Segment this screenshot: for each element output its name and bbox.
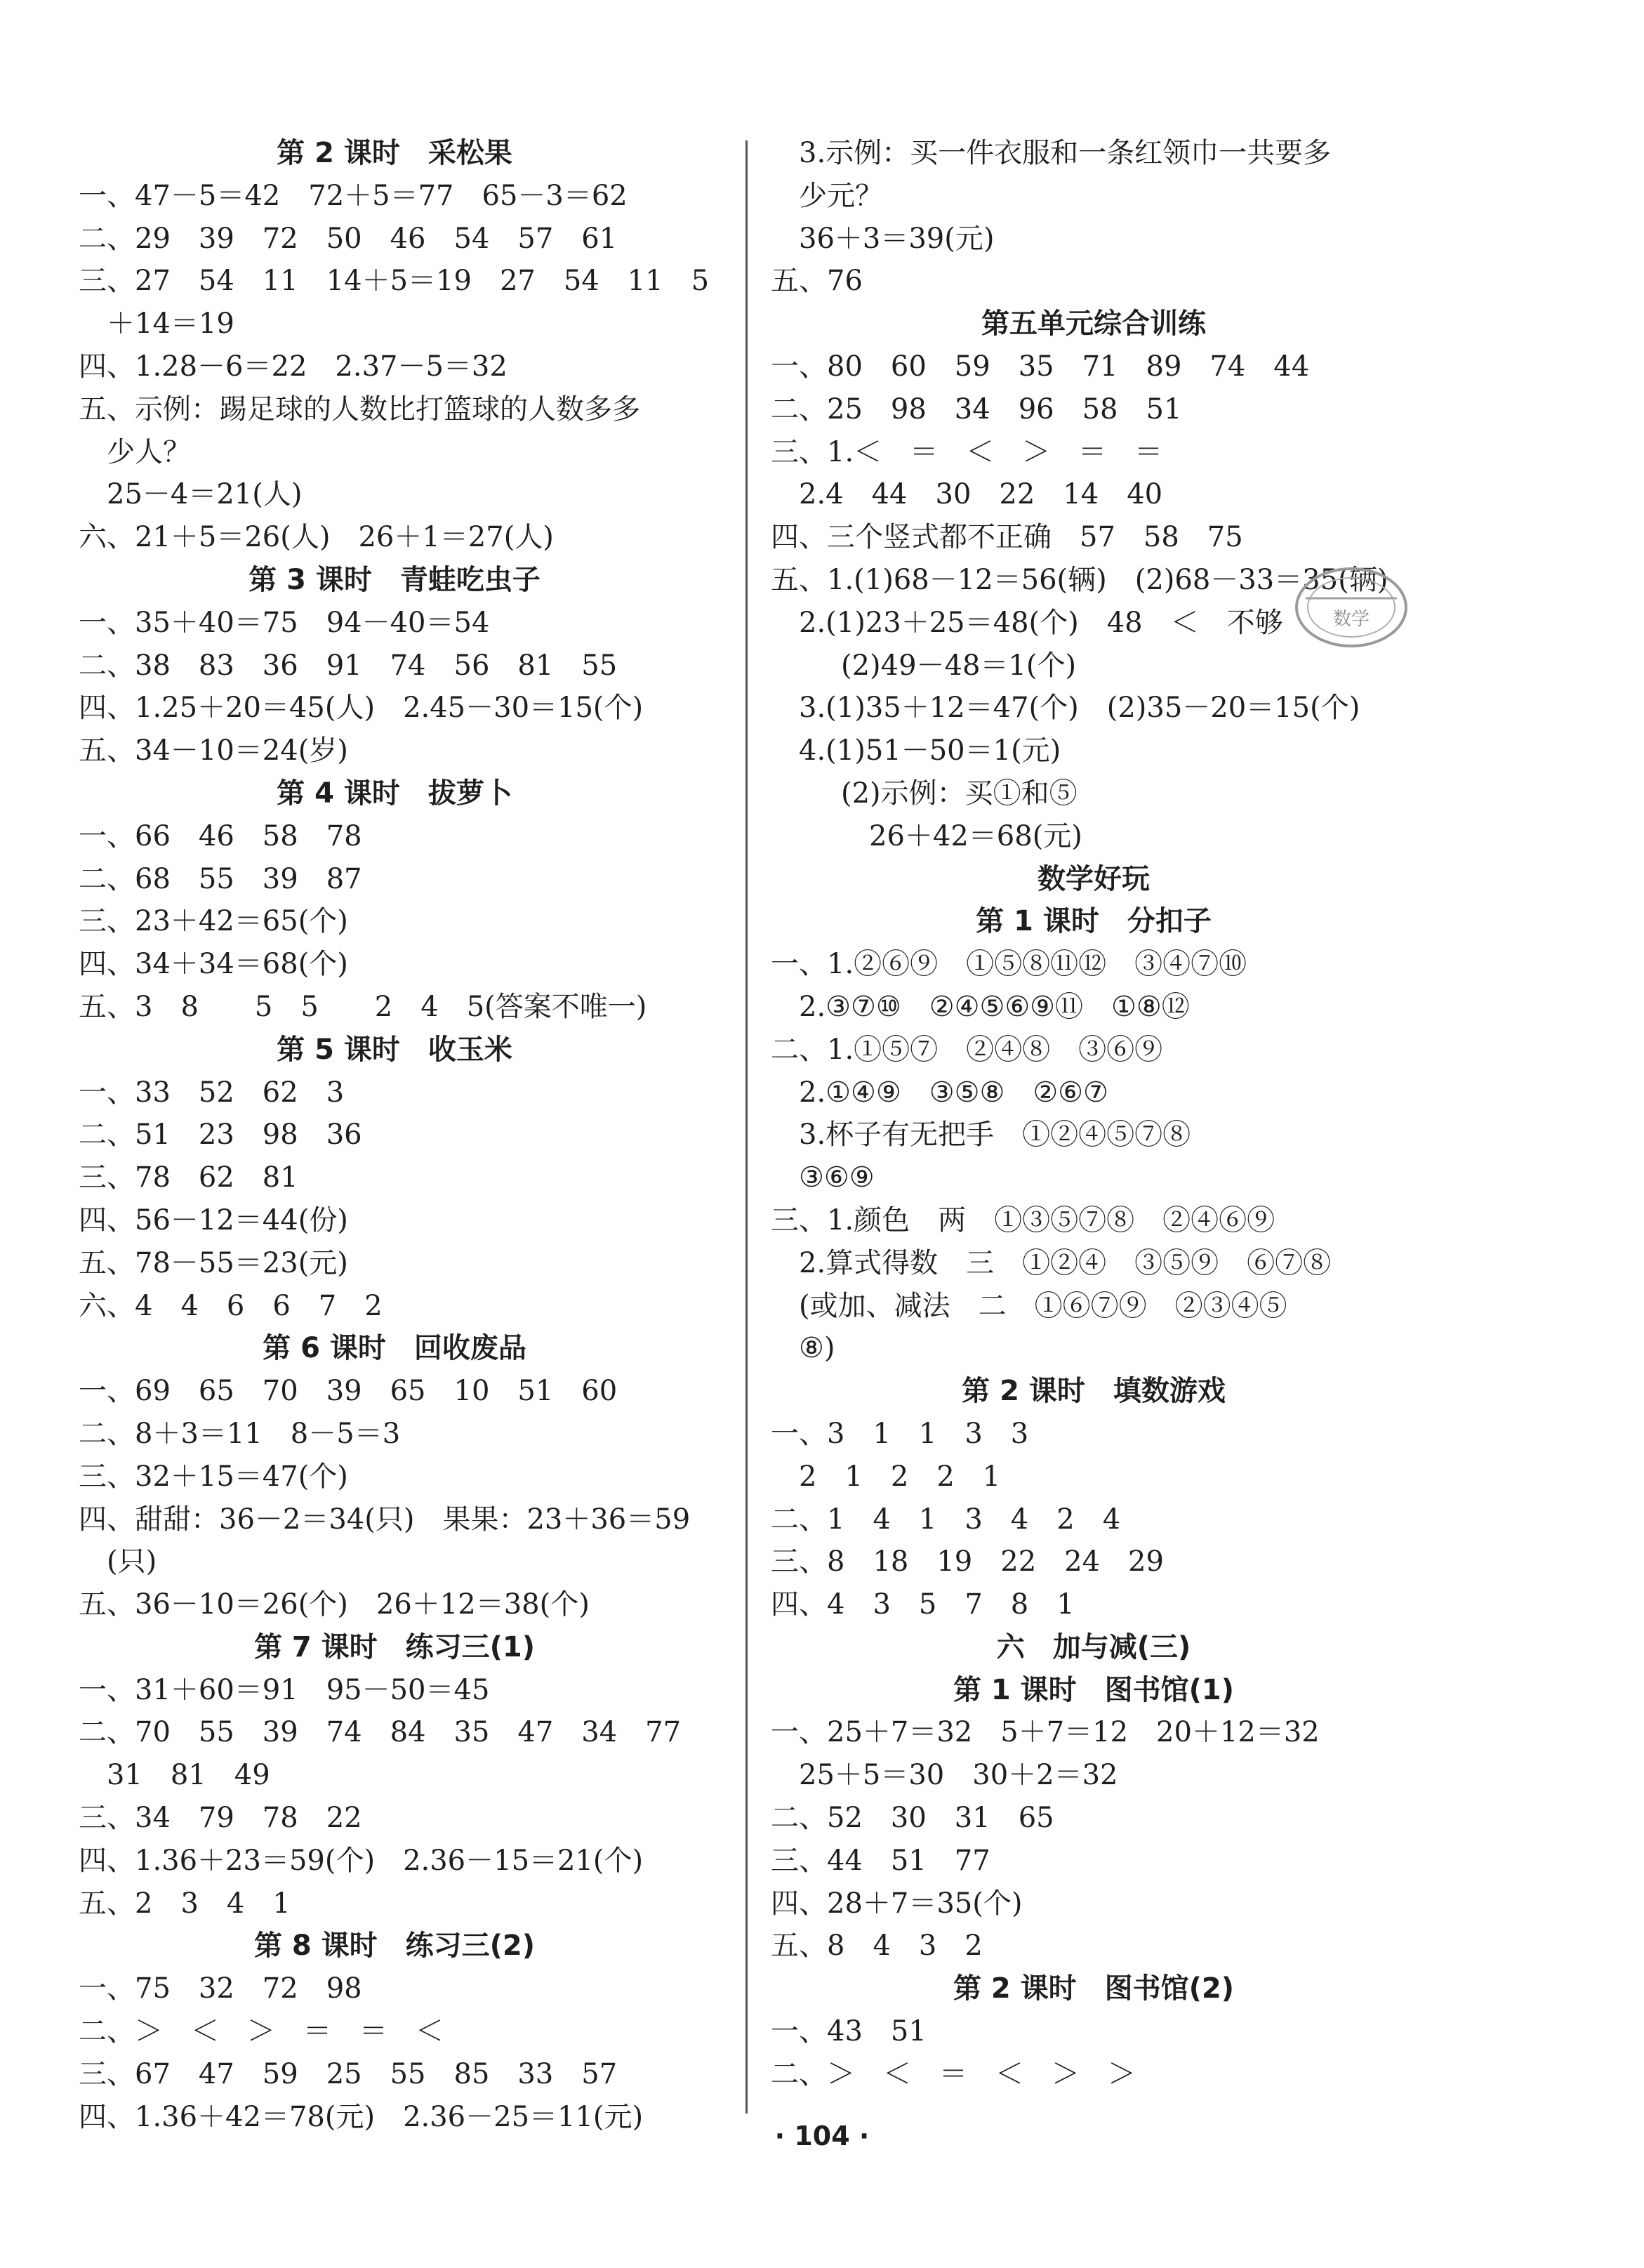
answer-line: (2)49－48＝1(个) <box>841 649 1077 682</box>
section-heading: 第 2 课时 填数游戏 <box>962 1375 1226 1408</box>
right-answer-column <box>771 132 1417 2096</box>
answer-line: 三、1.颜色 两 ①③⑤⑦⑧ ②④⑥⑨ <box>771 1204 1275 1237</box>
answer-line: 五、示例：踢足球的人数比打篮球的人数多多 <box>79 393 640 426</box>
answer-line: 四、三个竖式都不正确 57 58 75 <box>771 521 1243 554</box>
answer-line: 2.③⑦⑩ ②④⑤⑥⑨⑪ ①⑧⑫ <box>799 990 1190 1023</box>
left-answer-column <box>79 132 710 2138</box>
answer-line: 2.(1)23＋25＝48(个) 48 ＜ 不够 <box>799 606 1283 639</box>
answer-line: (2)示例：买①和⑤ <box>841 777 1078 810</box>
answer-line: 四、4 3 5 7 8 1 <box>771 1588 1075 1621</box>
answer-line: 三、34 79 78 22 <box>79 1802 362 1835</box>
answer-line: 一、33 52 62 3 <box>79 1076 345 1109</box>
answer-line: 二、68 55 39 87 <box>79 862 362 895</box>
answer-line: 36＋3＝39(元) <box>799 222 995 255</box>
answer-line: 二、＞ ＜ ＝ ＜ ＞ ＞ <box>771 2057 1136 2090</box>
answer-line: 五、2 3 4 1 <box>79 1887 291 1920</box>
answer-line: 一、25＋7＝32 5＋7＝12 20＋12＝32 <box>771 1716 1320 1749</box>
answer-line: 一、3 1 1 3 3 <box>771 1417 1029 1450</box>
answer-line: 三、67 47 59 25 55 85 33 57 <box>79 2057 618 2090</box>
section-heading: 第 8 课时 练习三(2) <box>253 1930 536 1963</box>
answer-line: 四、1.25＋20＝45(人) 2.45－30＝15(个) <box>79 692 644 725</box>
section-heading: 第 1 课时 图书馆(1) <box>953 1673 1235 1706</box>
answer-line: 26＋42＝68(元) <box>841 819 1082 852</box>
answer-line: (或加、减法 二 ①⑥⑦⑨ ②③④⑤ <box>799 1289 1287 1322</box>
answer-line: 25－4＝21(人) <box>107 478 303 511</box>
answer-line: ＋14＝19 <box>107 308 234 341</box>
answer-line: 二、51 23 98 36 <box>79 1119 362 1152</box>
answer-line: 三、8 18 19 22 24 29 <box>771 1545 1164 1578</box>
section-heading: 六 加与减(三) <box>996 1630 1191 1663</box>
answer-line: 五、78－55＝23(元) <box>79 1246 348 1279</box>
answer-line: 少人？ <box>107 435 191 468</box>
section-heading: 第五单元综合训练 <box>981 308 1206 341</box>
watermark-stamp <box>1292 562 1411 653</box>
section-heading: 第 6 课时 回收废品 <box>263 1332 526 1365</box>
answer-line: 二、8＋3＝11 8－5＝3 <box>79 1417 401 1450</box>
answer-line: 四、1.28－6＝22 2.37－5＝32 <box>79 350 508 383</box>
section-heading: 第 2 课时 采松果 <box>277 137 512 169</box>
answer-line: (只) <box>107 1545 157 1578</box>
answer-line: 2.4 44 30 22 14 40 <box>799 478 1163 511</box>
answer-line: 六、4 4 6 6 7 2 <box>79 1289 383 1322</box>
answer-line: 五、8 4 3 2 <box>771 1930 983 1963</box>
answer-line: 2.算式得数 三 ①②④ ③⑤⑨ ⑥⑦⑧ <box>799 1246 1332 1279</box>
answer-line: 二、1.①⑤⑦ ②④⑧ ③⑥⑨ <box>771 1033 1163 1066</box>
answer-line: 25＋5＝30 30＋2＝32 <box>799 1759 1118 1792</box>
answer-line: 五、1.(1)68－12＝56(辆) (2)68－33＝35(辆) <box>771 563 1388 596</box>
answer-line: 4.(1)51－50＝1(元) <box>799 734 1061 767</box>
answer-line: 三、27 54 11 14＋5＝19 27 54 11 5 <box>79 265 710 298</box>
answer-line: 二、38 83 36 91 74 56 81 55 <box>79 649 618 682</box>
answer-line: 四、56－12＝44(份) <box>79 1204 348 1237</box>
answer-line: 二、70 55 39 74 84 35 47 34 77 <box>79 1716 682 1749</box>
page-number: · 104 · <box>774 2121 870 2151</box>
section-heading: 第 7 课时 练习三(1) <box>253 1630 536 1663</box>
answer-line: 三、44 51 77 <box>771 1844 990 1877</box>
answer-line: 四、1.36＋23＝59(个) 2.36－15＝21(个) <box>79 1844 644 1877</box>
answer-line: 31 81 49 <box>107 1759 270 1792</box>
answer-line: 二、＞ ＜ ＞ ＝ ＝ ＜ <box>79 2015 444 2048</box>
answer-line: 一、80 60 59 35 71 89 74 44 <box>771 350 1310 383</box>
answer-line: 五、3 8 5 5 2 4 5(答案不唯一) <box>79 990 647 1023</box>
section-heading: 第 3 课时 青蛙吃虫子 <box>248 563 541 596</box>
section-heading: 第 4 课时 拔萝卜 <box>277 777 512 810</box>
answer-line: 四、34＋34＝68(个) <box>79 948 348 981</box>
answer-line: 二、25 98 34 96 58 51 <box>771 393 1182 426</box>
answer-line: 3.(1)35＋12＝47(个) (2)35－20＝15(个) <box>799 692 1360 725</box>
answer-line: 五、36－10＝26(个) 26＋12＝38(个) <box>79 1588 590 1621</box>
answer-line: ⑧) <box>799 1332 835 1365</box>
answer-line: 六、21＋5＝26(人) 26＋1＝27(人) <box>79 521 554 554</box>
answer-line: 一、69 65 70 39 65 10 51 60 <box>79 1375 618 1408</box>
answer-line: 四、甜甜：36－2＝34(只) 果果：23＋36＝59 <box>79 1503 691 1536</box>
answer-line: 四、28＋7＝35(个) <box>771 1887 1023 1920</box>
answer-line: ③⑥⑨ <box>799 1161 875 1194</box>
answer-line: 少元？ <box>799 179 883 212</box>
answer-line: 三、1.＜ ＝ ＜ ＞ ＝ ＝ <box>771 435 1163 468</box>
answer-line: 一、43 51 <box>771 2015 927 2048</box>
answer-line: 一、35＋40＝75 94－40＝54 <box>79 606 490 639</box>
stamp-text: 数学 <box>1332 609 1370 630</box>
section-heading: 第 5 课时 收玉米 <box>277 1033 512 1066</box>
section-heading: 第 1 课时 分扣子 <box>976 905 1212 938</box>
section-heading: 第 2 课时 图书馆(2) <box>953 1972 1235 2005</box>
answer-line: 一、31＋60＝91 95－50＝45 <box>79 1673 490 1706</box>
answer-line: 三、32＋15＝47(个) <box>79 1460 348 1493</box>
answer-line: 3.示例：买一件衣服和一条红领巾一共要多 <box>799 137 1332 169</box>
answer-line: 五、76 <box>771 265 863 298</box>
answer-line: 2.①④⑨ ③⑤⑧ ②⑥⑦ <box>799 1076 1108 1109</box>
answer-line: 一、66 46 58 78 <box>79 819 362 852</box>
answer-line: 四、1.36＋42＝78(元) 2.36－25＝11(元) <box>79 2100 644 2133</box>
column-divider <box>745 140 748 2114</box>
answer-line: 3.杯子有无把手 ①②④⑤⑦⑧ <box>799 1119 1191 1152</box>
answer-line: 三、78 62 81 <box>79 1161 298 1194</box>
answer-line: 一、47－5＝42 72＋5＝77 65－3＝62 <box>79 179 628 212</box>
answer-line: 2 1 2 2 1 <box>799 1460 1001 1493</box>
answer-line: 三、23＋42＝65(个) <box>79 905 348 938</box>
answer-line: 二、52 30 31 65 <box>771 1802 1054 1835</box>
answer-line: 一、75 32 72 98 <box>79 1972 362 2005</box>
section-heading: 数学好玩 <box>1038 862 1150 895</box>
answer-line: 二、1 4 1 3 4 2 4 <box>771 1503 1121 1536</box>
answer-line: 二、29 39 72 50 46 54 57 61 <box>79 222 618 255</box>
answer-line: 五、34－10＝24(岁) <box>79 734 348 767</box>
answer-line: 一、1.②⑥⑨ ①⑤⑧⑪⑫ ③④⑦⑩ <box>771 948 1247 981</box>
